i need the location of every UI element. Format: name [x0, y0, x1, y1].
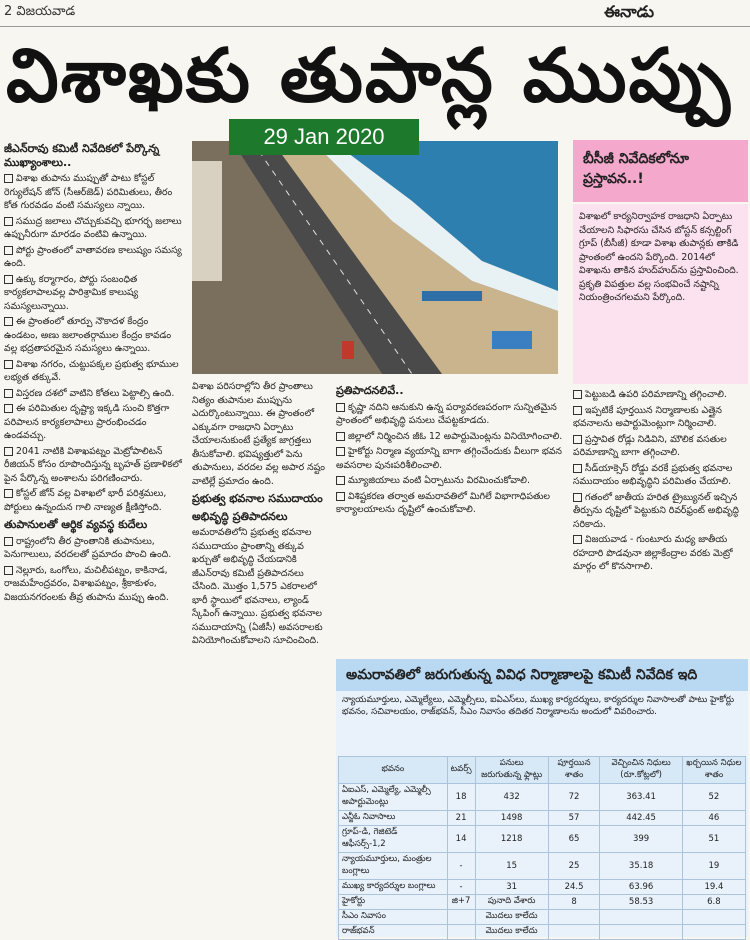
table-header-cell: పనులు జరుగుతున్న ఫ్లాట్లు — [475, 757, 548, 784]
table-cell: 52 — [682, 784, 745, 811]
table-header-cell: వెచ్చించిన నిధులు (రూ.కోట్లలో) — [600, 757, 682, 784]
table-header-cell: ఖర్చయిన నిధుల శాతం — [682, 757, 745, 784]
table-row — [339, 784, 746, 811]
mid-text2: అమరావతిలోని ప్రభుత్వ భవనాల సముదాయం ప్రాంతాన్ని తక్కువ ఖర్చుతో అభివృద్ధి చేయడానికి జీఎన్‌రావు కమిటీ ప్రతిపాదనలు చేసింది. మొత్తం 1,575 ఎకరాలలో భారీ స్థాయిలో భవనాలు, ల్యాండ్ స్కేపింగ్ ఉన్నాయి. ప్రభుత్వ భవనాల సముదాయాన్ని (ఏజీసీ) అవసరాలకు వినియోగించుకోవాలని సూచించింది. — [192, 527, 323, 646]
table-cell: 21 — [447, 811, 475, 826]
list-item — [573, 491, 748, 532]
checkbox-bullet-icon — [4, 537, 13, 546]
list-item-text: ఈ పరిమితుల దృష్ట్యా ఇక్కడి సుంచి కొత్తగా పరిపాలన కార్యకలాపాలు ప్రారంభించడం ఉండవచ్చు. — [4, 403, 170, 441]
table-cell: 19.4 — [682, 880, 745, 895]
list-item-text: గతంలో జాతీయ హరిత ట్రైబ్యునల్ ఇచ్చిన తీర్పును దృష్టిలో పెట్టుకుని రివర్‌ఫ్రంట్ అభివృద్ధి సరికాదు. — [573, 491, 739, 530]
list-item-text: ఈ ప్రాంతంలో తూర్పు నౌకాదళ కేంద్రం ఉండటం, అణు జలాంతర్గాముల కేంద్రం కావడం వల్ల భద్రతాపరమైన సమస్యలు ఉన్నాయి. — [4, 316, 172, 354]
checkbox-bullet-icon — [4, 246, 13, 255]
table-cell: గ్రూప్-డి, గెజిటెడ్ ఆఫీసర్స్-1,2 — [339, 826, 448, 853]
table-cell: ఏఐఎస్, ఎమ్మెల్యే, ఎమ్మెల్సీ అపార్టుమెంట్లు — [339, 784, 448, 811]
checkbox-bullet-icon — [4, 360, 13, 369]
table-cell: హైకోర్టు — [339, 895, 448, 910]
table-cell: 432 — [475, 784, 548, 811]
table-cell: 51 — [682, 826, 745, 853]
table-cell — [682, 925, 745, 940]
table-cell — [682, 910, 745, 925]
mid-subhead2: అభివృద్ధి ప్రతిపాదనలు — [192, 509, 288, 523]
table-cell: పునాది వేశారు — [475, 895, 548, 910]
table-cell: 63.96 — [600, 880, 682, 895]
mid-text1: విశాఖ పరిసరాల్లోని తీర ప్రాంతాలు నిత్యం తుపానుల ముప్పును ఎదుర్కొంటున్నాయి. ఈ ప్రాంతంలో ఎక్కువగా రాజధాని ఏర్పాటు చేయాలనుకుంటే ప్రత్యేక జాగ్రత్తలు తీసుకోవాలి. భవిష్యత్తులో పెను తుపానులు, వరదల వల్ల అపార నష్టం వాటిల్లే ప్రమాదం ఉంది. — [192, 381, 325, 487]
table-cell: 31 — [475, 880, 548, 895]
table-cell: 46 — [682, 811, 745, 826]
table-cell — [447, 925, 475, 940]
checkbox-bullet-icon — [573, 464, 582, 473]
table-cell: రాజ్‌భవన్ — [339, 925, 448, 940]
checkbox-bullet-icon — [4, 566, 13, 575]
bcg-title: బీసీజీ నివేదికలోనూ ప్రస్తావన..! — [583, 151, 689, 187]
list-item-text: హైకోర్టు నిర్మాణ వ్యయాన్ని బాగా తగ్గించేందుకు వీలుగా భవన అవసరాల పునఃపరిశీలించాలి. — [336, 446, 562, 471]
table-header-cell: టవర్స్ — [447, 757, 475, 784]
list-item — [4, 215, 184, 242]
economy-subhead: తుపానులతో ఆర్థిక వ్యవస్థ కుదేలు — [4, 518, 148, 531]
list-item-text: మ్యూజియాలు వంటి ఏర్పాటును విరమించుకోవాలి. — [348, 475, 530, 486]
checkbox-bullet-icon — [336, 432, 345, 441]
checkbox-bullet-icon — [336, 447, 345, 456]
list-item — [4, 402, 184, 443]
table-row — [339, 895, 746, 910]
table-cell: 1498 — [475, 811, 548, 826]
table-cell: 24.5 — [548, 880, 600, 895]
list-item-text: 2041 నాటికి విశాఖపట్నం మెట్రోపాలిటన్ రీజియన్ కోసం రూపొందిస్తున్న బృహత్ ప్రణాళికలో పైన పేర్కొన్న అంశాలను పరిగణించారు. — [4, 445, 182, 484]
table-cell: - — [447, 880, 475, 895]
construction-table-wrap — [338, 756, 746, 940]
table-row — [339, 811, 746, 826]
left-subhead: జీఎన్‌రావు కమిటీ నివేదికలో పేర్కొన్న ముఖ్యాంశాలు.. — [4, 142, 160, 169]
masthead — [0, 0, 750, 27]
checkbox-bullet-icon — [336, 476, 345, 485]
checkbox-bullet-icon — [336, 492, 345, 501]
list-item — [4, 487, 184, 514]
checkbox-bullet-icon — [573, 406, 582, 415]
checkbox-bullet-icon — [4, 489, 13, 498]
list-item — [336, 401, 564, 428]
table-cell: మొదలు కాలేదు — [475, 910, 548, 925]
table-body — [339, 784, 746, 940]
table-cell: 57 — [548, 811, 600, 826]
list-item-text: కోస్టల్ జోన్ వల్ల విశాఖలో భారీ పరిశ్రమలు, పోర్టులు ఉన్నందున గాలి నాణ్యత క్షీణిస్తోంది. — [4, 488, 167, 513]
list-item-text: పెట్టుబడి ఉపరి పరిమాణాన్ని తగ్గించాలి. — [585, 389, 727, 400]
checkbox-bullet-icon — [573, 493, 582, 502]
list-item — [4, 564, 184, 605]
left-items2-list — [4, 535, 184, 605]
left-column — [4, 138, 184, 938]
list-item — [4, 244, 184, 271]
list-item — [336, 430, 564, 444]
checkbox-bullet-icon — [4, 217, 13, 226]
list-item-text: ప్రస్తావిత రోడ్లు నిడివిని, మౌలిక వసతుల పరిమాణాన్ని బాగా తగ్గించాలి. — [573, 433, 727, 458]
table-cell — [447, 910, 475, 925]
table-cell: 14 — [447, 826, 475, 853]
list-item-text: రాష్ట్రంలోని తీర ప్రాంతానికి తుపానులు, పెనుగాలులు, వరదలతో ప్రమాదం పొంచి ఉంది. — [4, 535, 172, 560]
list-item — [573, 388, 748, 402]
list-item — [573, 404, 748, 431]
list-item — [573, 462, 748, 489]
bcg-body-text: విశాఖలో కార్యనిర్వాహక రాజధాని ఏర్పాటు చేయాలని సిఫారసు చేసిన బోస్టన్ కన్సల్టింగ్ గ్రూప్ (బీసీజీ) కూడా విశాఖ తుపాన్లకు తాకిడి ప్రాంతంలో ఉందని పేర్కొంది. 2014లో విశాఖను తాకిన హుద్‌హుద్‌ను ప్రస్తావించింది. ప్రకృతి విపత్తుల వల్ల సంభవించే నష్టాన్ని నియంత్రించగలమని పేర్కొంది. — [579, 211, 739, 303]
table-cell: 65 — [548, 826, 600, 853]
table-header-cell: భవనం — [339, 757, 448, 784]
date-label: 29 Jan 2020 — [229, 119, 419, 155]
table-row — [339, 925, 746, 940]
proposals-subhead: ప్రతిపాదనలివే.. — [336, 384, 404, 397]
list-item — [4, 387, 184, 401]
proposals-list — [336, 401, 564, 517]
checkbox-bullet-icon — [4, 275, 13, 284]
checkbox-bullet-icon — [4, 404, 13, 413]
list-item — [4, 535, 184, 562]
checkbox-bullet-icon — [4, 174, 13, 183]
checkbox-bullet-icon — [4, 317, 13, 326]
list-item-text: విజయవాడ - గుంటూరు మధ్య జాతీయ రహదారి పొడవునా జిల్లాకేంద్రాల వరకు మెట్రో మార్గం లో కొనసాగాలి. — [573, 534, 733, 572]
list-item — [4, 445, 184, 486]
checkbox-bullet-icon — [336, 403, 345, 412]
table-cell: 15 — [475, 853, 548, 880]
table-row — [339, 910, 746, 925]
mid2-column — [336, 380, 564, 655]
list-item-text: సముద్ర జలాలు చొచ్చుకువచ్చి భూగర్భ జలాలు ఉప్పునీరుగా మారడం వంటివి ఉన్నాయి. — [4, 215, 182, 240]
list-item-text: ఇప్పటికే పూర్తయిన నిర్మాణాలకు ఎత్తైన భవనాలను అపార్టుమెంట్లుగా నిర్మించాలి. — [573, 404, 722, 429]
headline: విశాఖకు తుపాన్ల ముప్పు — [6, 33, 732, 119]
table-header-cell: పూర్తయిన శాతం — [548, 757, 600, 784]
table-intro: న్యాయమూర్తులు, ఎమ్మెల్యేలు, ఎమ్మెల్సీలు, ఐఏఎస్‌లు, ముఖ్య కార్యదర్శులు, కార్యదర్శుల నివాసాలతో పాటు హైకోర్టు భవనం, సచివాలయం, రాజ్‌భవన్, సీఎం నివాసం తదితర నిర్మాణాలను అందులో వివరించారు. — [342, 695, 735, 717]
list-item — [4, 315, 184, 356]
table-cell: 19 — [682, 853, 745, 880]
list-item — [4, 358, 184, 385]
list-item-text: విస్తరణ దశలో వాటిని కోతలు పెట్టాల్సి ఉంది. — [16, 387, 175, 399]
table-cell — [600, 910, 682, 925]
table-cell: 363.41 — [600, 784, 682, 811]
list-item-text: పోర్టు ప్రాంతంలో వాతావరణ కాలుష్యం సమస్య ఉంది. — [4, 244, 182, 269]
checkbox-bullet-icon — [573, 535, 582, 544]
right-items-list — [573, 388, 748, 574]
table-cell: 72 — [548, 784, 600, 811]
table-cell: 18 — [447, 784, 475, 811]
table-cell: 1218 — [475, 826, 548, 853]
table-cell: 399 — [600, 826, 682, 853]
list-item-text: ఉక్కు కర్మాగారం, పోర్టు సంబంధిత కార్యకలాపాలవల్ల పారిశ్రామిక కాలుష్య సమస్యలున్నాయి. — [4, 273, 139, 312]
table-cell: 58.53 — [600, 895, 682, 910]
table-cell: - — [447, 853, 475, 880]
table-row — [339, 880, 746, 895]
mid-subhead: ప్రభుత్వ భవనాల సముదాయం — [192, 492, 323, 505]
table-cell: ఎన్జీఓ నివాసాలు — [339, 811, 448, 826]
list-item — [336, 490, 564, 517]
table-cell: 442.45 — [600, 811, 682, 826]
table-cell: సీఎం నివాసం — [339, 910, 448, 925]
page-number: 2 విజయవాడ — [4, 4, 76, 19]
list-item — [336, 474, 564, 488]
right-column — [573, 388, 748, 655]
table-cell: 8 — [548, 895, 600, 910]
list-item — [573, 433, 748, 460]
table-row — [339, 853, 746, 880]
list-item — [573, 533, 748, 574]
bcg-box-title — [573, 140, 748, 202]
list-item — [336, 445, 564, 472]
table-cell: ముఖ్య కార్యదర్శుల బంగ్లాలు — [339, 880, 448, 895]
list-item-text: జిల్లాలో నిర్మించిన జీఓ 12 అపార్టుమెంట్లను వినియోగించాలి. — [348, 430, 563, 442]
beach-road-photo — [192, 141, 558, 374]
table-cell: 35.18 — [600, 853, 682, 880]
checkbox-bullet-icon — [4, 389, 13, 398]
table-cell — [548, 925, 600, 940]
list-item — [4, 273, 184, 314]
list-item-text: నెల్లూరు, ఒంగోలు, మచిలీపట్నం, కాకినాడ, రాజమహేంద్రవరం, విశాఖపట్నం, శ్రీకాకుళం, విజయనగరంలకు తీవ్ర తుపాను ముప్పు ఉంది. — [4, 564, 169, 603]
table-title: అమరావతిలో జరుగుతున్న వివిధ నిర్మాణాలపై కమిటీ నివేదిక ఇది — [336, 659, 748, 691]
list-item-text: కృష్ణా నదిని ఆనుకుని ఉన్న పర్యావరణపరంగా సున్నితమైన ప్రాంతంలో అభివృద్ధి పనులు చేపట్టకూడదు. — [336, 401, 557, 426]
table-cell: 25 — [548, 853, 600, 880]
left-items-list — [4, 172, 184, 514]
list-item-text: సీడ్‌యాక్సెస్ రోడ్డు వరకే ప్రభుత్వ భవనాల సముదాయం అభివృద్ధిని పరిమితం చేయాలి. — [573, 462, 733, 487]
list-item-text: విశిష్టకరణ తర్వాత అమరావతిలో మిగిలే విభాగాధిపతుల కార్యాలయాలను దృష్టిలో ఉంచుకోవాలి. — [336, 490, 550, 515]
list-item — [4, 172, 184, 213]
table-cell — [548, 910, 600, 925]
checkbox-bullet-icon — [4, 447, 13, 456]
table-cell: మొదలు కాలేదు — [475, 925, 548, 940]
table-row — [339, 826, 746, 853]
table-cell: 6.8 — [682, 895, 745, 910]
checkbox-bullet-icon — [573, 390, 582, 399]
list-item-text: విశాఖ నగరం, చుట్టుపక్కల ప్రభుత్వ భూముల లభ్యత తక్కువే. — [4, 358, 179, 383]
construction-table — [338, 756, 746, 940]
table-cell: న్యాయమూర్తులు, మంత్రుల బంగ్లాలు — [339, 853, 448, 880]
list-item-text: విశాఖ తుపాను ముప్పుతో పాటు కోస్టల్ రెగ్యులేషన్ జోన్ (సీఆర్‌జెడ్) పరిమితులు, తీరం కోత గురవడం వంటి సమస్యలు న్నాయి. — [4, 173, 173, 211]
table-cell — [600, 925, 682, 940]
newspaper-logo: ఈనాడు — [604, 2, 654, 21]
mid-column — [192, 380, 330, 935]
table-cell: జి+7 — [447, 895, 475, 910]
bcg-box-body — [573, 204, 748, 384]
table-header-row — [339, 757, 746, 784]
checkbox-bullet-icon — [573, 435, 582, 444]
